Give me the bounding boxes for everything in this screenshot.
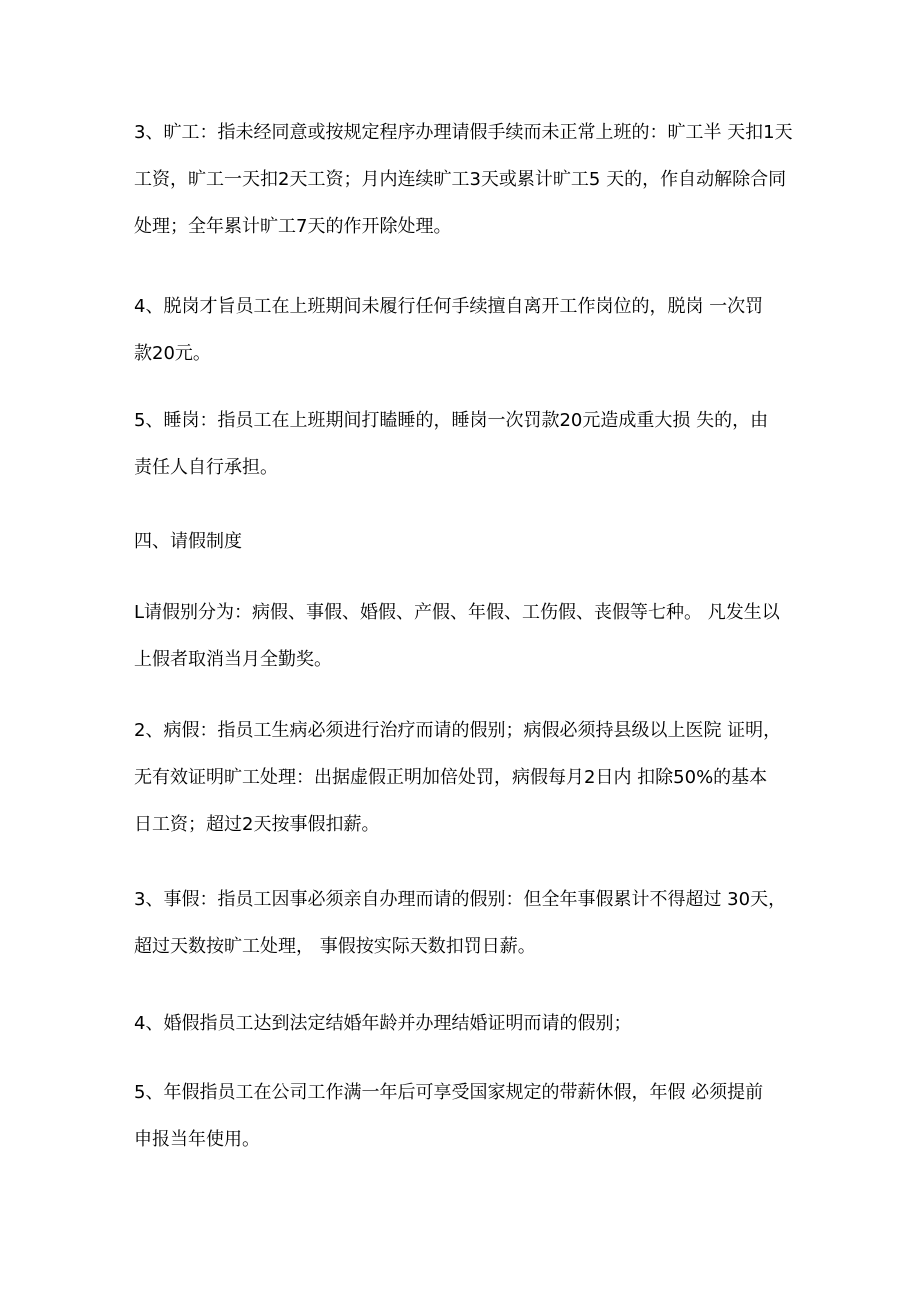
text-line: 3、事假：指员工因事必须亲自办理而请的假别：但全年事假累计不得超过 30天， [134, 889, 787, 910]
paragraph-sleeping-on-duty [134, 397, 814, 491]
paragraph-personal-leave [134, 876, 814, 970]
paragraph-marriage-leave [134, 1000, 814, 1047]
text-line: 日工资；超过2天按事假扣薪。 [134, 814, 380, 835]
text-line: 申报当年使用。 [134, 1129, 260, 1150]
text-line: 3、旷工：指未经同意或按规定程序办理请假手续而未正常上班的：旷工半 天扣1天 [134, 122, 793, 143]
paragraph-leaving-post [134, 283, 814, 377]
section-title: 四、请假制度 [134, 531, 242, 552]
text-line: 上假者取消当月全勤奖。 [134, 649, 332, 670]
text-line: 2、病假：指员工生病必须进行治疗而请的假别；病假必须持县级以上医院 证明， [134, 720, 782, 741]
paragraph-leave-types [134, 589, 814, 683]
text-line: 超过天数按旷工处理， 事假按实际天数扣罚日薪。 [134, 936, 536, 957]
text-line: 责任人自行承担。 [134, 457, 278, 478]
text-line: 5、睡岗：指员工在上班期间打瞌睡的，睡岗一次罚款20元造成重大损 失的，由 [134, 410, 769, 431]
text-line: L请假别分为：病假、事假、婚假、产假、年假、工伤假、丧假等七种。 凡发生以 [134, 602, 780, 623]
text-line: 5、年假指员工在公司工作满一年后可享受国家规定的带薪休假，年假 必须提前 [134, 1082, 764, 1103]
text-line: 工资，旷工一天扣2天工资；月内连续旷工3天或累计旷工5 天的，作自动解除合同 [134, 169, 787, 190]
section-heading [134, 518, 814, 565]
text-line: 4、脱岗才旨员工在上班期间未履行任何手续擅自离开工作岗位的，脱岗 一次罚 [134, 296, 764, 317]
paragraph-absenteeism [134, 109, 814, 250]
text-line: 4、婚假指员工达到法定结婚年龄并办理结婚证明而请的假别； [134, 1013, 632, 1034]
text-line: 款20元。 [134, 343, 211, 364]
paragraph-annual-leave [134, 1069, 814, 1163]
text-line: 无有效证明旷工处理：出据虚假正明加倍处罚，病假每月2日内 扣除50%的基本 [134, 767, 768, 788]
text-line: 处理；全年累计旷工7天的作开除处理。 [134, 216, 452, 237]
paragraph-sick-leave [134, 707, 814, 848]
